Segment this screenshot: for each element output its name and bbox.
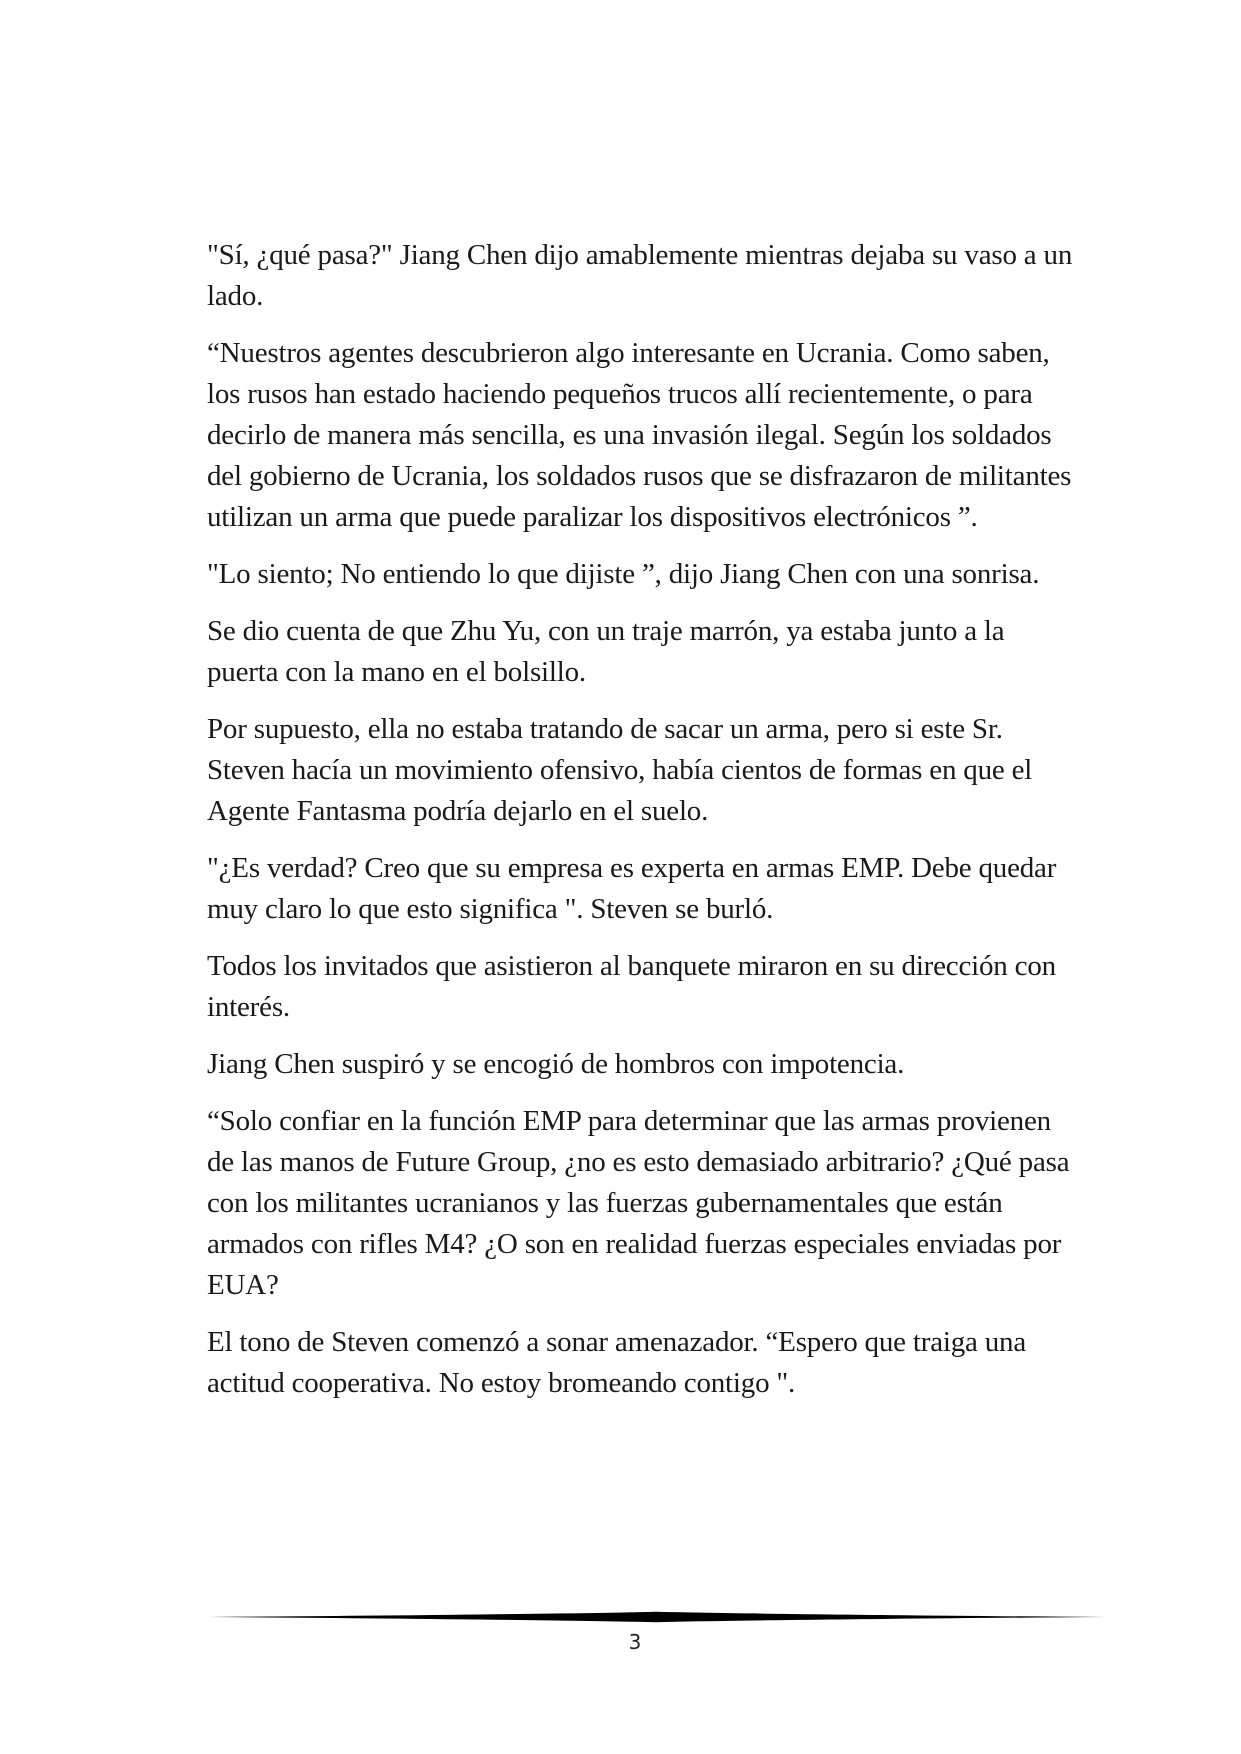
paragraph-9: “Solo confiar en la función EMP para determinar que las armas provienen de las manos de Future Group, ¿no es esto demasiado arbitrario? ¿Qué pasa con los militantes ucranianos y las fuerzas gubernamentales que están armados con rifles M4? ¿O son en realidad fuerzas especiales enviadas por EUA? [207,1105,1070,1301]
paragraph-1: "Sí, ¿qué pasa?" Jiang Chen dijo amablemente mientras dejaba su vaso a un lado. [207,239,1073,312]
page-body [207,235,1077,1420]
paragraph-6: "¿Es verdad? Creo que su empresa es experta en armas EMP. Debe quedar muy claro lo que esto significa ". Steven se burló. [207,852,1057,925]
paragraph-8: Jiang Chen suspiró y se encogió de hombros con impotencia. [207,1048,905,1080]
page-number: 3 [628,1630,642,1654]
paragraph-4: Se dio cuenta de que Zhu Yu, con un traje marrón, ya estaba junto a la puerta con la mano en el bolsillo. [207,615,1005,688]
footer-rule [208,1611,1105,1623]
paragraph-7: Todos los invitados que asistieron al banquete miraron en su dirección con interés. [207,950,1056,1023]
paragraph-3: "Lo siento; No entiendo lo que dijiste ”, dijo Jiang Chen con una sonrisa. [207,558,1040,590]
paragraph-10: El tono de Steven comenzó a sonar amenazador. “Espero que traiga una actitud cooperativa. No estoy bromeando contigo ". [207,1326,1027,1399]
paragraph-2: “Nuestros agentes descubrieron algo interesante en Ucrania. Como saben, los rusos han estado haciendo pequeños trucos allí recientemente, o para decirlo de manera más sencilla, es una invasión ilegal. Según los soldados del gobierno de Ucrania, los soldados rusos que se disfrazaron de militantes utilizan un arma que puede paralizar los dispositivos electrónicos ”. [207,337,1072,533]
paragraph-5: Por supuesto, ella no estaba tratando de sacar un arma, pero si este Sr. Steven hacía un movimiento ofensivo, había cientos de formas en que el Agente Fantasma podría dejarlo en el suelo. [207,713,1033,827]
